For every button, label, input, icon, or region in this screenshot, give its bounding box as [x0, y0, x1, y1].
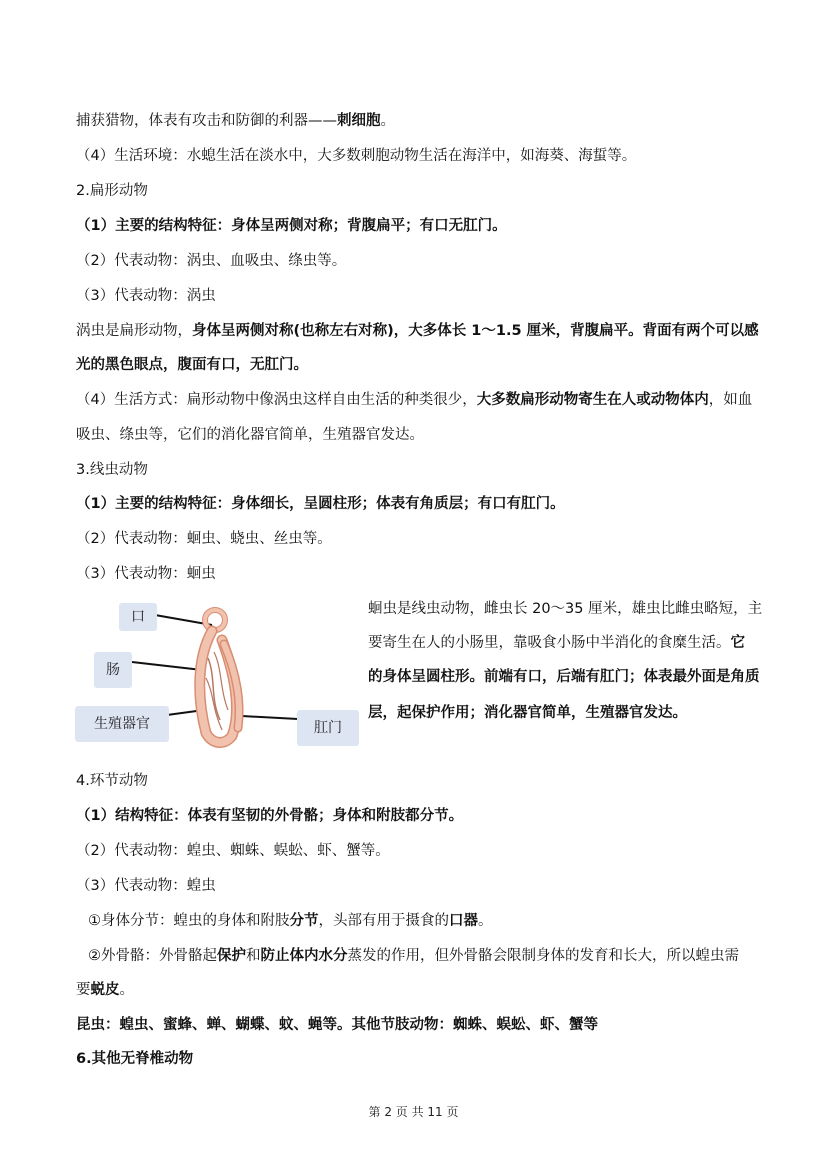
key-point: （1）结构特征：体表有坚韧的外骨骼；身体和附肢都分节。 [76, 808, 464, 824]
text-line: 光的黑色眼点，腹面有口，无肛门。 [76, 357, 308, 373]
text-line: 要寄生在人的小肠里，靠吸食小肠中半消化的食糜生活。它 [368, 635, 745, 651]
text-line: （2）代表动物：蝗虫、蜘蛛、蜈蚣、虾、蟹等。 [76, 843, 390, 859]
label-intestine: 肠 [94, 652, 132, 688]
label-anus: 肛门 [297, 710, 359, 746]
section-heading: 6.其他无脊椎动物 [76, 1051, 194, 1067]
section-heading: 2.扁形动物 [76, 183, 148, 199]
text-line: 吸虫、绦虫等，它们的消化器官简单，生殖器官发达。 [76, 427, 424, 443]
text-line: （2）代表动物：涡虫、血吸虫、绦虫等。 [76, 253, 347, 269]
text-line: ②外骨骼：外骨骼起保护和防止体内水分蒸发的作用，但外骨骼会限制身体的发育和长大，所以蝗虫需 [88, 948, 739, 964]
text-line: ①身体分节：蝗虫的身体和附肢分节，头部有用于摄食的口器。 [88, 913, 493, 929]
text-line: （3）代表动物：涡虫 [76, 288, 216, 304]
text-line: （2）代表动物：蛔虫、蛲虫、丝虫等。 [76, 531, 332, 547]
bold-term: 刺细胞 [337, 113, 381, 129]
text-line: （3）代表动物：蛔虫 [76, 566, 216, 582]
key-point: （1）主要的结构特征：身体呈两侧对称；背腹扁平；有口无肛门。 [76, 218, 507, 234]
text-line: 捕获猎物，体表有攻击和防御的利器——刺细胞。 [76, 113, 395, 129]
roundworm-diagram [72, 598, 364, 748]
key-point: （1）主要的结构特征：身体细长，呈圆柱形；体表有角质层；有口有肛门。 [76, 496, 565, 512]
key-point: 昆虫：蝗虫、蜜蜂、蝉、蝴蝶、蚊、蝇等。其他节肢动物：蜘蛛、蜈蚣、虾、蟹等 [76, 1017, 598, 1033]
text-line: 的身体呈圆柱形。前端有口，后端有肛门；体表最外面是角质 [368, 669, 760, 685]
text-line: 涡虫是扁形动物，身体呈两侧对称(也称左右对称)，大多体长 1～1.5 厘米，背腹扁平。背面有两个可以感 [76, 323, 759, 339]
page-footer: 第 2 页 共 11 页 [368, 1105, 459, 1119]
text-line: （4）生活环境：水螅生活在淡水中，大多数刺胞动物生活在海洋中，如海葵、海蜇等。 [76, 148, 637, 164]
text-line: （4）生活方式：扁形动物中像涡虫这样自由生活的种类很少，大多数扁形动物寄生在人或动物体内，如血 [76, 392, 753, 408]
text-line: （3）代表动物：蝗虫 [76, 878, 216, 894]
section-heading: 3.线虫动物 [76, 462, 148, 478]
text-line: 蛔虫是线虫动物，雌虫长 20～35 厘米，雄虫比雌虫略短，主 [368, 601, 763, 617]
text-line: 要蜕皮。 [76, 982, 134, 998]
label-mouth: 口 [119, 603, 157, 631]
text-line: 层，起保护作用；消化器官简单，生殖器官发达。 [368, 705, 687, 721]
label-reproductive-organ: 生殖器官 [75, 706, 169, 742]
section-heading: 4.环节动物 [76, 773, 148, 789]
